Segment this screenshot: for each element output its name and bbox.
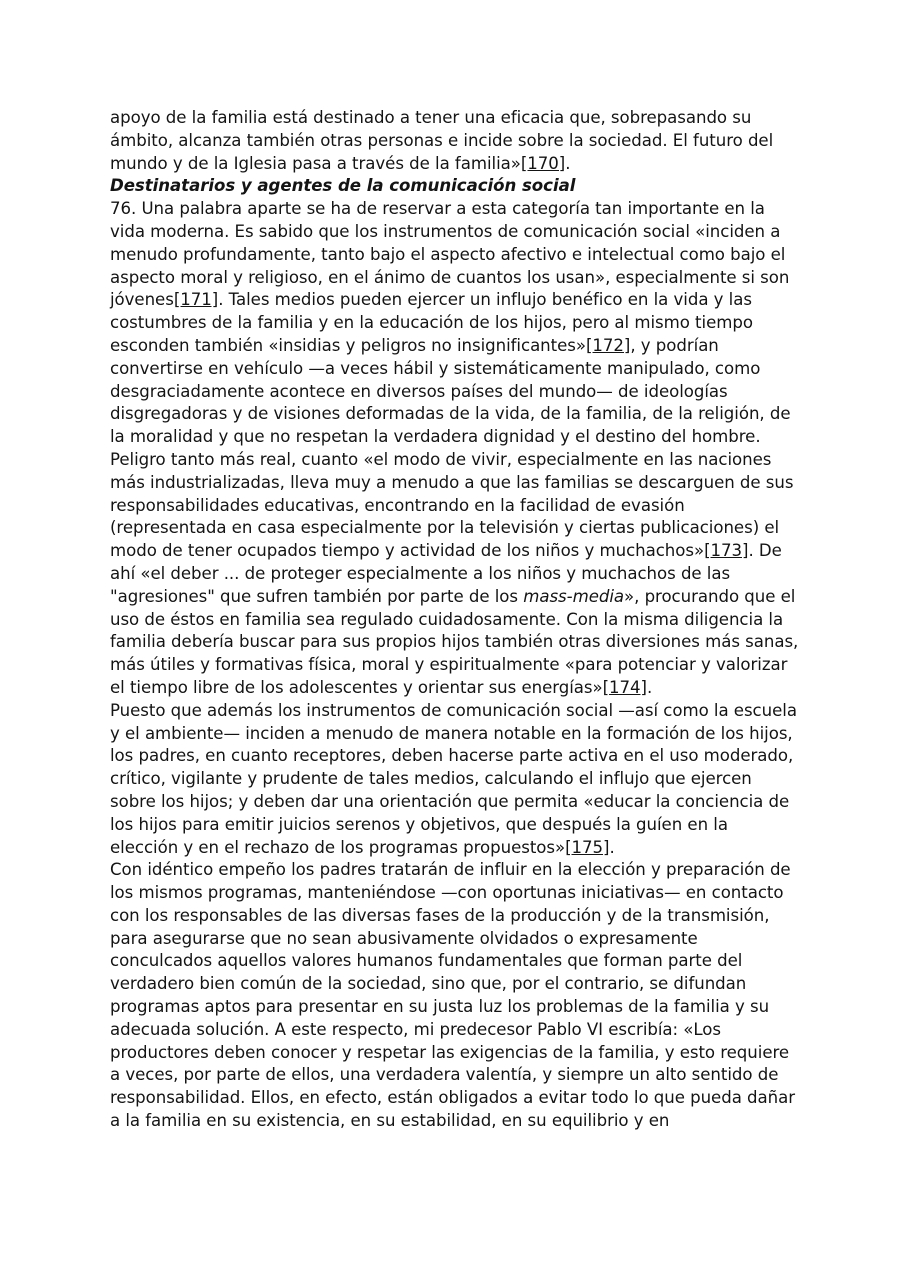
paragraph-76 xyxy=(110,198,800,449)
paragraph-text: apoyo de la familia está destinado a tener una eficacia que, sobrepasando su ámbito, alcanza también otras personas e incide sobre la sociedad. El futuro del mundo y de la Iglesia pasa a través de la familia» xyxy=(110,108,774,173)
section-heading: Destinatarios y agentes de la comunicación social xyxy=(110,176,576,196)
paragraph-text: . De ahí «el deber ... de proteger especialmente a los niños y muchachos de las "agresiones" que sufren también por parte de los xyxy=(110,541,782,606)
paragraph-text: . Tales medios pueden ejercer un influjo benéfico en la vida y las costumbres de la familia y en la educación de los hijos, pero al mismo tiempo esconden también «insidias y peligros no insignificantes» xyxy=(110,290,753,355)
paragraph-text: Puesto que además los instrumentos de comunicación social —así como la escuela y el ambiente— inciden a menudo de manera notable en la formación de los hijos, los padres, en cuanto receptores, deben hacerse parte activa en el uso moderado, crítico, vigilante y prudente de tales medios, calculando el influjo que ejercen sobre los hijos; y deben dar una orientación que permita «educar la conciencia de los hijos para emitir juicios serenos y objetivos, que después la guíen en la elección y en el rechazo de los programas propuestos» xyxy=(110,700,797,857)
paragraph-end: . xyxy=(646,677,653,697)
paragraph-danger xyxy=(110,449,800,700)
footnote-link-175[interactable]: [175] xyxy=(565,837,610,857)
footnote-link-174[interactable]: [174] xyxy=(602,677,647,697)
paragraph-text: », procurando que el uso de éstos en familia sea regulado cuidadosamente. Con la misma diligencia la familia debería buscar para sus propios hijos también otras diversiones más sanas, más útiles y formativas física, moral y espiritualmente «para potenciar y valorizar el tiempo libre de los adolescentes y orientar sus energías» xyxy=(110,586,799,697)
footnote-link-173[interactable]: [173] xyxy=(704,541,749,561)
paragraph-parents-receptors xyxy=(110,700,800,860)
paragraph-end: . xyxy=(609,837,615,857)
paragraph-text: , y podrían convertirse en vehículo —a veces hábil y sistemáticamente manipulado, como desgraciadamente acontece en diversos países del mundo— de ideologías disgregadoras y de visiones deformadas de la vida, de la familia, de la religión, de la moralidad y que no respetan la verdadera dignidad y el destino del hombre. xyxy=(110,335,791,447)
document-page xyxy=(110,107,800,1133)
footnote-link-171[interactable]: [171] xyxy=(173,290,219,310)
footnote-link-170[interactable]: [170] xyxy=(520,153,566,173)
paragraph-text: Peligro tanto más real, cuanto «el modo de vivir, especialmente en las naciones más industrializadas, lleva muy a menudo a que las familias se descarguen de sus responsabilidades educativas, encontrando en la facilidad de evasión (representada en casa especialmente por la televisión y ciertas publicaciones) el modo de tener ocupados tiempo y actividad de los niños y muchachos» xyxy=(110,449,794,561)
footnote-link-172[interactable]: [172] xyxy=(585,335,631,355)
paragraph-end: . xyxy=(565,153,571,173)
paragraph-family-future xyxy=(110,107,800,175)
paragraph-programs: Con idéntico empeño los padres tratarán de influir en la elección y preparación de los mismos programas, manteniéndose —con oportunas iniciativas— en contacto con los responsables de las diversas fases de la producción y de la transmisión, para asegurarse que no sean abusivamente olvidados o expresamente conculcados aquellos valores humanos fundamentales que forman parte del verdadero bien común de la sociedad, sino que, por el contrario, se difundan programas aptos para presentar en su justa luz los problemas de la familia y su adecuada solución. A este respecto, mi predecesor Pablo VI escribía: «Los productores deben conocer y respetar las exigencias de la familia, y esto requiere a veces, por parte de ellos, una verdadera valentía, y siempre un alto sentido de responsabilidad. Ellos, en efecto, están obligados a evitar todo lo que pueda dañar a la familia en su existencia, en su estabilidad, en su equilibrio y en xyxy=(110,860,795,1131)
paragraph-text: 76. Una palabra aparte se ha de reservar a esta categoría tan importante en la vida moderna. Es sabido que los instrumentos de comunicación social «inciden a menudo profundamente, tanto bajo el aspecto afectivo e intelectual como bajo el aspecto moral y religioso, en el ánimo de cuantos los usan», especialmente si son jóvenes xyxy=(110,199,790,310)
italic-term: mass-media xyxy=(523,586,625,606)
